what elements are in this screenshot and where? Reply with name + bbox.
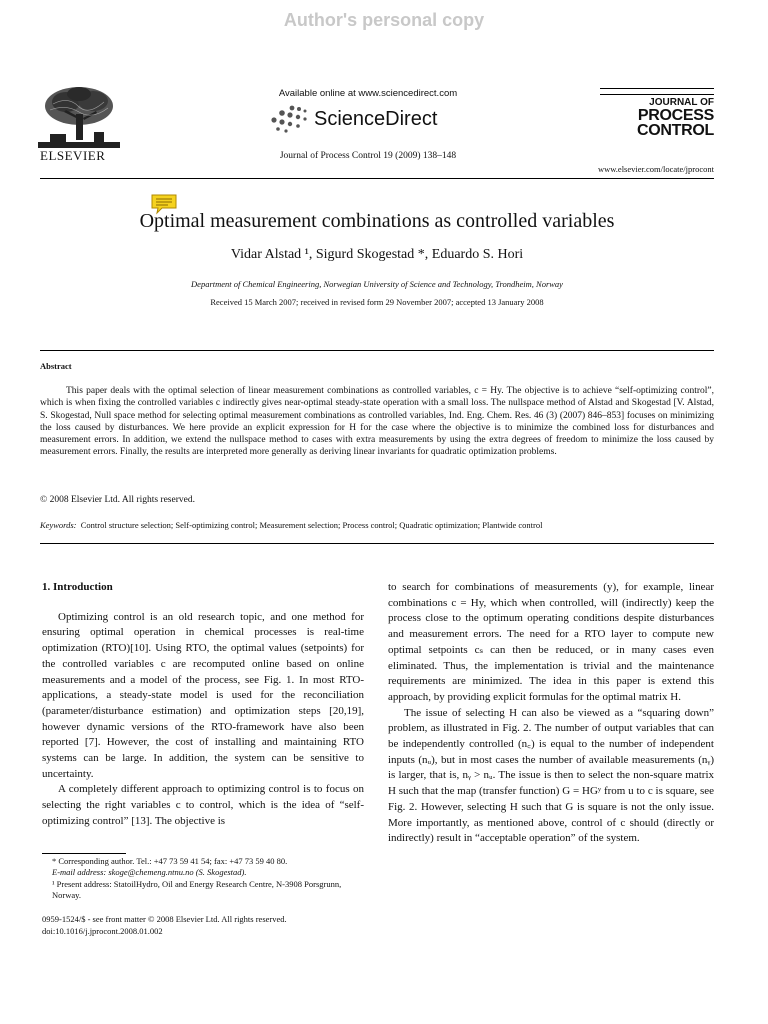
abstract-top-rule	[40, 350, 714, 351]
publisher-name: ELSEVIER	[40, 148, 106, 163]
journal-logo-rule	[600, 88, 714, 95]
journal-reference: Journal of Process Control 19 (2009) 138–148	[279, 151, 457, 161]
left-column	[42, 580, 364, 830]
watermark: Author's personal copy	[283, 10, 485, 30]
abstract-text: This paper deals with the optimal selection of linear measurement combinations as controlled variables, c = Hy. The objective is to achieve “self-optimizing control”, which is when fixing the controlled variables c indirectly gives near-optimal steady-state operation with a small loss. The nullspace method of Alstad and Skogestad [V. Alstad, S. Skogestad, Null space method for selecting optimal measurement combinations as controlled variables, Ind. Eng. Chem. Res. 46 (3) (2007) 846–853] focuses on minimizing the loss caused by disturbances. We here provide an explicit expression for H for the case where the objective is to minimize the combined loss for disturbances and measurement errors. In addition, we extend the nullspace method to cases with extra measurements by using the extra degrees of freedom to minimize the loss caused by measurement errors. Finally, the results are interpreted more generally as deriving linear invariants for quadratic optimization problems.	[40, 386, 714, 458]
footnote-rule	[42, 853, 126, 854]
bottom-info	[42, 914, 364, 938]
issn-line: 0959-1524/$ - see front matter © 2008 Elsevier Ltd. All rights reserved.	[42, 914, 287, 924]
abstract-bottom-rule	[40, 543, 714, 544]
keywords	[40, 520, 714, 530]
footnote-email[interactable]: E-mail address: skoge@chemeng.ntnu.no (S. Skogestad).	[52, 867, 247, 878]
intro-heading: 1. Introduction	[42, 581, 113, 593]
abstract-copyright: © 2008 Elsevier Ltd. All rights reserved.	[40, 495, 195, 505]
intro-paragraph-4: The issue of selecting H can also be viewed as a “squaring down” problem, as illustrated in Fig. 2. The number of output variables that can be independently controlled (n꜀) is equal to the number of independent inputs (nᵤ), but in most cases the number of available measurements (nᵧ) is larger, that is, nᵧ > nᵤ. The issue is then to select the non-square matrix H such that the map (transfer function) G = HGʸ from u to c is square, see Fig. 2. However, selecting H such that G is square is not the only issue. More importantly, as mentioned above, control of c should (directly or indirectly) result in “acceptable operation” of the system.	[388, 706, 714, 845]
journal-logo-line2: PROCESS	[637, 107, 714, 124]
doi-line[interactable]: doi:10.1016/j.jprocont.2008.01.002	[42, 925, 163, 936]
intro-paragraph-2: A completely different approach to optimizing control is to focus on selecting the right variables c to control, which is the idea of “self-optimizing control” [13]. The objective is	[42, 783, 364, 827]
keywords-label: Keywords:	[40, 520, 77, 530]
journal-logo	[600, 88, 714, 138]
sciencedirect-logo: ScienceDirect	[314, 108, 438, 130]
abstract-heading: Abstract	[40, 361, 72, 371]
keywords-text: Control structure selection; Self-optimizing control; Measurement selection; Process control; Quadratic optimization; Plantwide control	[80, 520, 543, 530]
article-title: Optimal measurement combinations as controlled variables	[139, 210, 615, 232]
footnote-present-address: ¹ Present address: StatoilHydro, Oil and Energy Research Centre, N-3908 Porsgrunn, Norway.	[52, 878, 342, 900]
sciencedirect-dots-icon	[268, 104, 310, 134]
footnote-corresponding: * Corresponding author. Tel.: +47 73 59 41 54; fax: +47 73 59 40 80.	[52, 856, 288, 866]
header-rule	[40, 178, 714, 179]
received-dates: Received 15 March 2007; received in revised form 29 November 2007; accepted 13 January 2008	[210, 297, 544, 307]
intro-paragraph-1: Optimizing control is an old research topic, and one method for ensuring optimal operation in chemical processes is real-time optimization (RTO)[10]. Using RTO, the optimal values (setpoints) for the controlled variables c are recomputed online based on online measurements and a model of the process, see Fig. 1. In most RTO-applications, a steady-state model is used for the reconciliation (parameter/disturbance estimation) and optimization steps [20,19], however dynamic versions of the RTO-framework have also been reported [7]. However, the cost of installing and maintaining RTO systems can be large. In addition, the system can be sensitive to uncertainty.	[42, 610, 364, 780]
available-online: Available online at www.sciencedirect.com	[278, 88, 458, 99]
right-column	[388, 580, 714, 847]
intro-paragraph-3: to search for combinations of measurements (y), for example, linear combinations c = Hy, which when controlled, will (indirectly) keep the process close to the optimum operating conditions despite disturbances and measurement errors. The need for a RTO layer to compute new optimal setpoints cₛ can then be reduced, or in many cases even eliminated. Thus, the implementation is trivial and the maintenance requirements are minimized. The idea in this paper is extend this approach, by providing explicit formulas for the optimal matrix H.	[388, 581, 714, 703]
journal-url[interactable]: www.elsevier.com/locate/jprocont	[597, 164, 714, 174]
journal-logo-line3: CONTROL	[636, 122, 714, 139]
elsevier-tree-logo	[38, 84, 120, 148]
journal-logo-line1: JOURNAL OF	[649, 97, 714, 108]
footnotes	[42, 856, 364, 901]
affiliation: Department of Chemical Engineering, Norwegian University of Science and Technology, Trondheim, Norway	[191, 279, 563, 289]
author-list: Vidar Alstad ¹, Sigurd Skogestad *, Eduardo S. Hori	[230, 247, 524, 262]
